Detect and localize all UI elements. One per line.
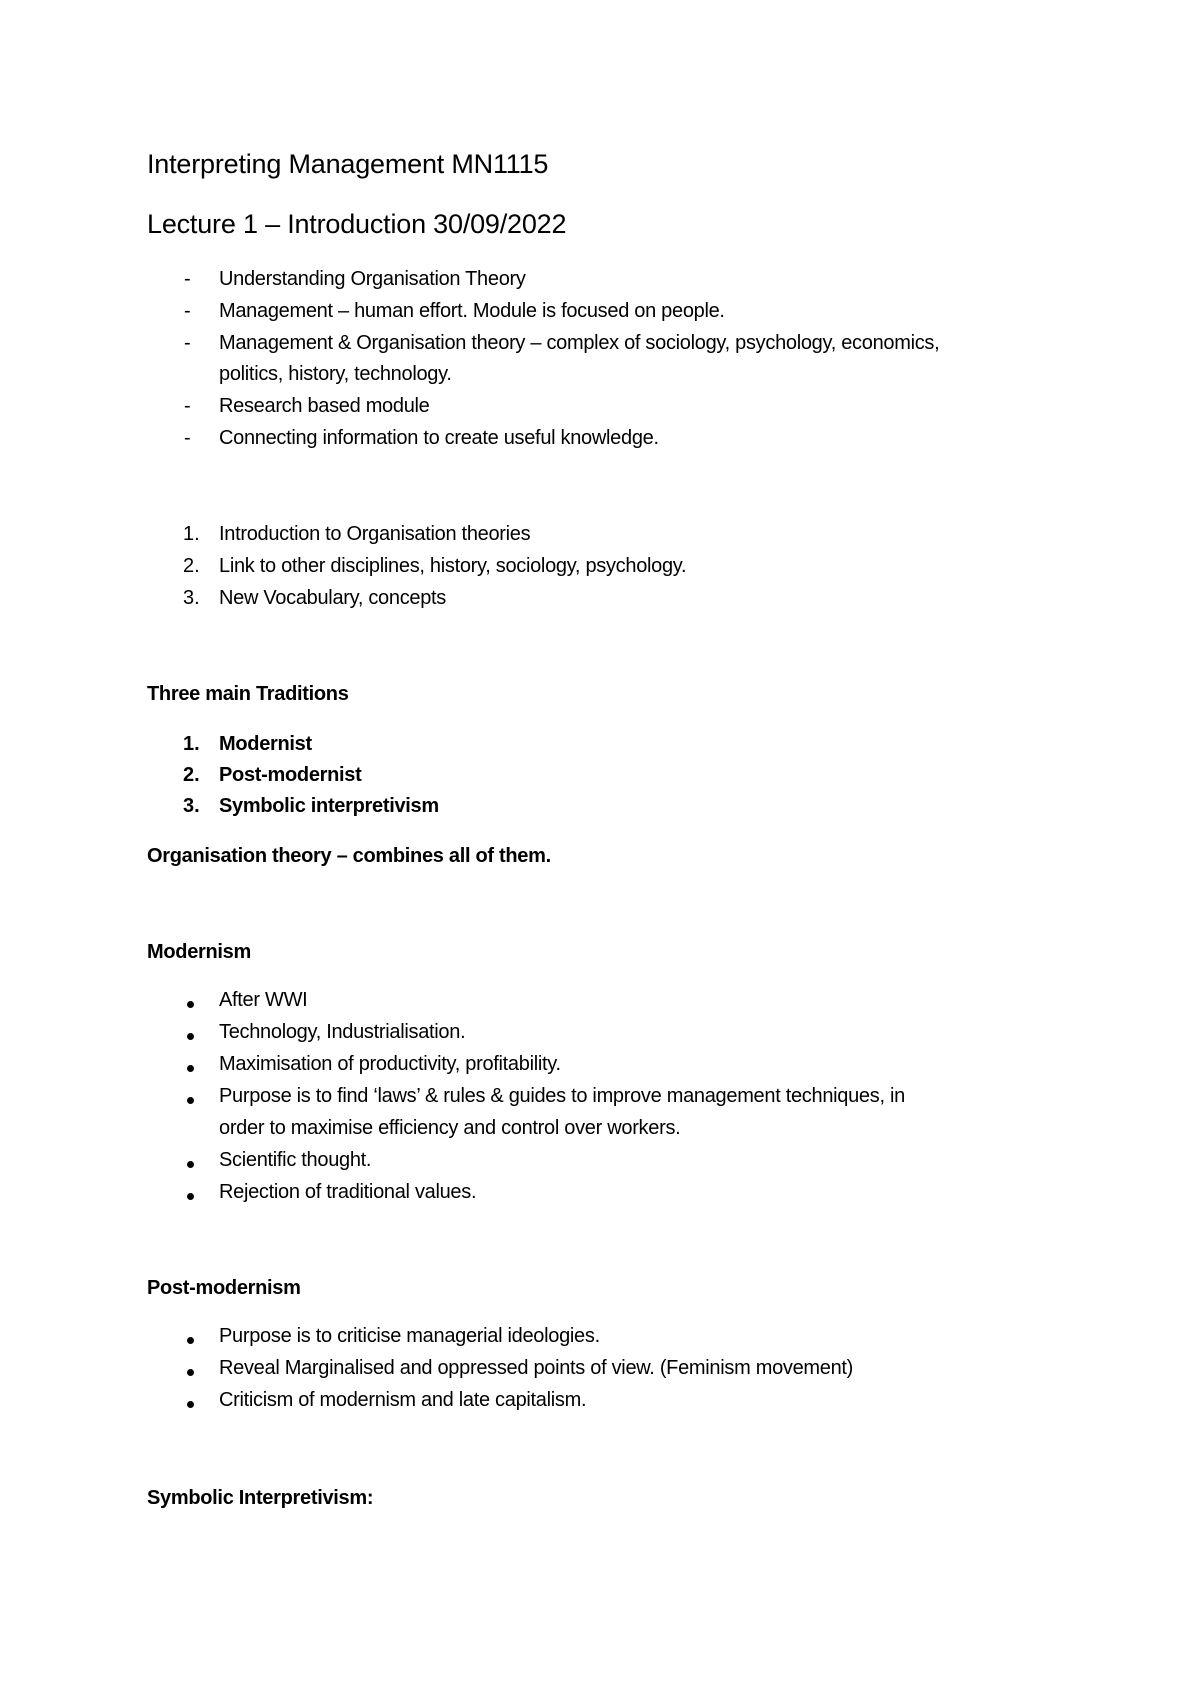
list-item-text: Research based module — [219, 395, 430, 417]
list-item-text: After WWI — [219, 989, 308, 1011]
list-item-text-continued: order to maximise efficiency and control over workers. — [219, 1117, 681, 1139]
list-item-text: Symbolic interpretivism — [219, 795, 439, 817]
list-item-text: Understanding Organisation Theory — [219, 268, 526, 290]
list-item-text: Purpose is to find ‘laws’ & rules & guides to improve management techniques, in — [219, 1085, 905, 1107]
bullet-icon — [187, 1337, 194, 1344]
symbolic-heading: Symbolic Interpretivism: — [147, 1487, 374, 1509]
list-item-text: Management – human effort. Module is focused on people. — [219, 300, 725, 322]
list-item-text: Technology, Industrialisation. — [219, 1021, 466, 1043]
traditions-summary: Organisation theory – combines all of them. — [147, 845, 551, 867]
list-item-text: Connecting information to create useful knowledge. — [219, 427, 659, 449]
bullet-icon — [187, 1001, 194, 1008]
list-item-text: Introduction to Organisation theories — [219, 523, 531, 545]
dash-marker: - — [184, 395, 191, 417]
modernism-heading: Modernism — [147, 941, 251, 963]
document-title: Interpreting Management MN1115 — [147, 149, 549, 179]
list-item-text: Management & Organisation theory – complex of sociology, psychology, economics, — [219, 332, 940, 354]
number-marker: 2. — [183, 555, 200, 577]
list-item-text: Scientific thought. — [219, 1149, 372, 1171]
bullet-icon — [187, 1161, 194, 1168]
list-item-text: Modernist — [219, 733, 312, 755]
number-marker: 1. — [183, 733, 200, 755]
bullet-icon — [187, 1033, 194, 1040]
list-item-text-continued: politics, history, technology. — [219, 363, 452, 385]
dash-marker: - — [184, 300, 191, 322]
bullet-icon — [187, 1369, 194, 1376]
number-marker: 3. — [183, 795, 200, 817]
bullet-icon — [187, 1401, 194, 1408]
list-item-text: Reveal Marginalised and oppressed points of view. (Feminism movement) — [219, 1357, 854, 1379]
list-item-text: Purpose is to criticise managerial ideologies. — [219, 1325, 600, 1347]
list-item-text: Post-modernist — [219, 764, 362, 786]
dash-marker: - — [184, 268, 191, 290]
list-item-text: Maximisation of productivity, profitability. — [219, 1053, 561, 1075]
traditions-heading: Three main Traditions — [147, 683, 349, 705]
number-marker: 3. — [183, 587, 200, 609]
list-item-text: Link to other disciplines, history, sociology, psychology. — [219, 555, 687, 577]
bullet-icon — [187, 1097, 194, 1104]
number-marker: 1. — [183, 523, 200, 545]
bullet-icon — [187, 1193, 194, 1200]
list-item-text: Criticism of modernism and late capitalism. — [219, 1389, 587, 1411]
bullet-icon — [187, 1065, 194, 1072]
number-marker: 2. — [183, 764, 200, 786]
postmodernism-heading: Post-modernism — [147, 1277, 301, 1299]
list-item-text: New Vocabulary, concepts — [219, 587, 446, 609]
list-item-text: Rejection of traditional values. — [219, 1181, 477, 1203]
dash-marker: - — [184, 427, 191, 449]
dash-marker: - — [184, 332, 191, 354]
lecture-heading: Lecture 1 – Introduction 30/09/2022 — [147, 209, 567, 239]
